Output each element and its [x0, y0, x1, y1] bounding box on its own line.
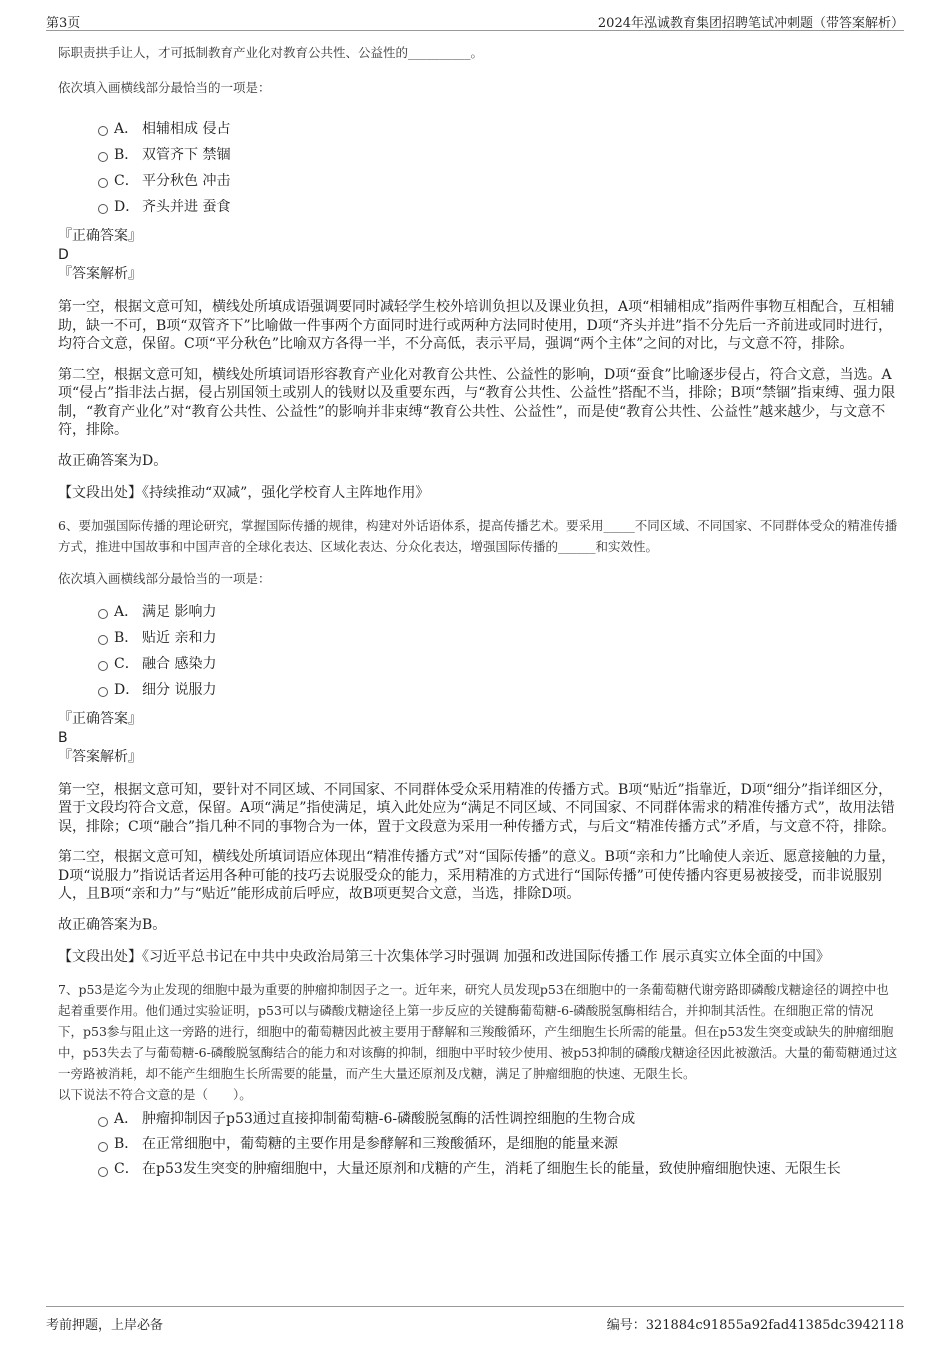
- q7-option-b[interactable]: [98, 1132, 898, 1157]
- q6-prompt: 依次填入画横线部分最恰当的一项是：: [58, 570, 271, 586]
- q5-analysis-label: 『答案解析』: [58, 266, 142, 282]
- option-text: 相辅相成 侵占: [142, 121, 231, 137]
- option-letter: D．: [114, 681, 140, 698]
- q6-option-c[interactable]: [98, 651, 898, 677]
- option-letter: A．: [114, 121, 139, 137]
- q6-answer: B: [58, 729, 68, 746]
- q7-options: [58, 1107, 898, 1182]
- q6-option-b[interactable]: [98, 625, 898, 651]
- q5-option-d[interactable]: [98, 194, 898, 220]
- option-letter: B．: [114, 147, 139, 163]
- page-content: [58, 42, 898, 1182]
- q6-analysis-1: 第一空，根据文意可知，要针对不同区域、不同国家、不同群体受众采用精准的传播方式。B项“贴近”指靠近，D项“细分”指详细区分，置于文段均符合文意，保留。A项“满足”指使满足，填入此处应为“满足不同区域、不同国家、不同群体需求的精准传播方式”，故用法错误，排除；C项“融合”指几种不同的事物合为一体，置于文段意为采用一种传播方式，与后文“精准传播方式”矛盾，与文意不符，排除。: [58, 781, 896, 835]
- q6-analysis-3: 故正确答案为B。: [58, 916, 167, 933]
- radio-icon[interactable]: [98, 152, 108, 162]
- option-letter: A．: [114, 603, 139, 620]
- option-letter: C．: [114, 1160, 139, 1177]
- q5-analysis-2: 第二空，根据文意可知，横线处所填词语形容教育产业化对教育公共性、公益性的影响，D项“蚕食”比喻逐步侵占，符合文意，当选。A项“侵占”指非法占据，侵占别国领土或别人的钱财以及重要东西，与“教育公共性、公益性”搭配不当，排除；B项“禁锢”指束缚、强力限制，“教育产业化”对“教育公共性、公益性”的影响并非束缚“教育公共性、公益性”，而是使“教育公共性、公益性”越来越少，与文意不符，排除。: [58, 366, 896, 438]
- option-letter: D．: [114, 199, 140, 215]
- option-text: 双管齐下 禁锢: [142, 147, 231, 163]
- q6-analysis-label: 『答案解析』: [58, 748, 142, 765]
- footer-slogan: 考前押题，上岸必备: [46, 1318, 164, 1333]
- q6-analysis-2: 第二空，根据文意可知，横线处所填词语应体现出“精准传播方式”对“国际传播”的意义。B项“亲和力”比喻使人亲近、愿意接触的力量，D项“说服力”指说话者运用各种可能的技巧去说服受众的能力，采用精准的方式进行“国际传播”可使传播内容更易被接受，而非说服别人，且B项“亲和力”与“贴近”能形成前后呼应，故B项更契合文意，当选，排除D项。: [58, 849, 896, 902]
- radio-icon[interactable]: [98, 1167, 108, 1177]
- option-text: 在正常细胞中，葡萄糖的主要作用是参酵解和三羧酸循环，是细胞的能量来源: [142, 1135, 618, 1152]
- option-text: 肿瘤抑制因子p53通过直接抑制葡萄糖-6-磷酸脱氢酶的活性调控细胞的生物合成: [142, 1110, 636, 1127]
- option-letter: A．: [114, 1110, 139, 1127]
- q5-stem-tail: [58, 42, 898, 63]
- q5-option-a[interactable]: [98, 116, 898, 142]
- q5-blank: __________: [408, 45, 471, 60]
- radio-icon[interactable]: [98, 687, 108, 697]
- q7-option-c[interactable]: [98, 1157, 898, 1182]
- option-text: 细分 说服力: [142, 681, 217, 698]
- q6-stem: 6、要加强国际传播的理论研究，掌握国际传播的规律，构建对外话语体系，提高传播艺术。要采用_____不同区域、不同国家、不同群体受众的精准传播方式，推进中国故事和中国声音的全球化表达、区域化表达、分众化表达，增强国际传播的______和实效性。: [58, 517, 898, 554]
- document-id: 编号：321884c91855a92fad41385dc3942118: [606, 1318, 904, 1333]
- q5-answer: D: [58, 247, 69, 263]
- q5-prompt: 依次填入画横线部分最恰当的一项是：: [58, 80, 271, 95]
- footer-divider: [46, 1306, 904, 1307]
- q6-option-d[interactable]: [98, 677, 898, 703]
- q6-answer-label: 『正确答案』: [58, 710, 142, 727]
- q7-option-a[interactable]: [98, 1107, 898, 1132]
- header-divider: [46, 30, 904, 31]
- radio-icon[interactable]: [98, 204, 108, 214]
- option-letter: B．: [114, 629, 139, 646]
- q5-stem-end: 。: [470, 45, 484, 60]
- option-letter: B．: [114, 1135, 139, 1152]
- option-text: 平分秋色 冲击: [142, 173, 231, 189]
- option-text: 满足 影响力: [142, 603, 217, 620]
- q5-stem-text: 际职责拱手让人，才可抵制教育产业化对教育公共性、公益性的: [58, 45, 409, 60]
- document-title: 2024年泓诚教育集团招聘笔试冲刺题（带答案解析）: [597, 16, 904, 31]
- q5-options: [58, 116, 898, 220]
- q6-source: 【文段出处】《习近平总书记在中共中央政治局第三十次集体学习时强调 加强和改进国际传播工作 展示真实立体全面的中国》: [58, 949, 830, 965]
- option-text: 贴近 亲和力: [142, 629, 217, 646]
- q5-analysis-1: 第一空，根据文意可知，横线处所填成语强调要同时减轻学生校外培训负担以及课业负担，A项“相辅相成”指两件事物互相配合，互相辅助，缺一不可，B项“双管齐下”比喻做一件事两个方面同时进行或两种方法同时使用，D项“齐头并进”指不分先后一齐前进或同时进行，均符合文意，保留。C项“平分秋色”比喻双方各得一半，不分高低，表示平局，强调“两个主体”之间的对比，与文意不符，排除。: [58, 299, 895, 352]
- q7-stem: 7、p53是迄今为止发现的细胞中最为重要的肿瘤抑制因子之一。近年来，研究人员发现p53在细胞中的一条葡萄糖代谢旁路即磷酸戊糖途径的调控中也起着重要作用。他们通过实验证明，p53可以与磷酸戊糖途径上第一步反应的关键酶葡萄糖-6-磷酸脱氢酶相结合，并抑制其活性。在细胞正常的情况下，p53参与阻止这一旁路的进行，细胞中的葡萄糖因此被主要用于酵解和三羧酸循环，产生细胞生长所需的能量。但在p53发生突变或缺失的肿瘤细胞中，p53失去了与葡萄糖-6-磷酸脱氢酶结合的能力和对该酶的抑制，细胞中平时较少使用、被p53抑制的磷酸戊糖途径因此被激活。大量的葡萄糖通过这一旁路被消耗，却不能产生细胞生长所需要的能量，而产生大量还原剂及戊糖，满足了肿瘤细胞的快速、无限生长。: [58, 981, 898, 1081]
- q5-answer-label: 『正确答案』: [58, 228, 142, 244]
- option-letter: C．: [114, 173, 139, 189]
- radio-icon[interactable]: [98, 609, 108, 619]
- page-header: [0, 0, 950, 30]
- option-letter: C．: [114, 655, 139, 672]
- q5-option-b[interactable]: [98, 142, 898, 168]
- option-text: 融合 感染力: [142, 655, 217, 672]
- radio-icon[interactable]: [98, 126, 108, 136]
- radio-icon[interactable]: [98, 1142, 108, 1152]
- q5-source: 【文段出处】《持续推动“双减”，强化学校育人主阵地作用》: [58, 485, 430, 501]
- q7-prompt: 以下说法不符合文意的是（ ）。: [58, 1086, 252, 1102]
- q5-analysis-3: 故正确答案为D。: [58, 452, 168, 469]
- q5-option-c[interactable]: [98, 168, 898, 194]
- page-number: 第3页: [46, 16, 81, 31]
- radio-icon[interactable]: [98, 661, 108, 671]
- option-text: 齐头并进 蚕食: [142, 199, 231, 215]
- q6-options: [58, 599, 898, 703]
- radio-icon[interactable]: [98, 178, 108, 188]
- q6-option-a[interactable]: [98, 599, 898, 625]
- radio-icon[interactable]: [98, 635, 108, 645]
- option-text: 在p53发生突变的肿瘤细胞中，大量还原剂和戊糖的产生，消耗了细胞生长的能量，致使肿瘤细胞快速、无限生长: [142, 1160, 841, 1177]
- radio-icon[interactable]: [98, 1117, 108, 1127]
